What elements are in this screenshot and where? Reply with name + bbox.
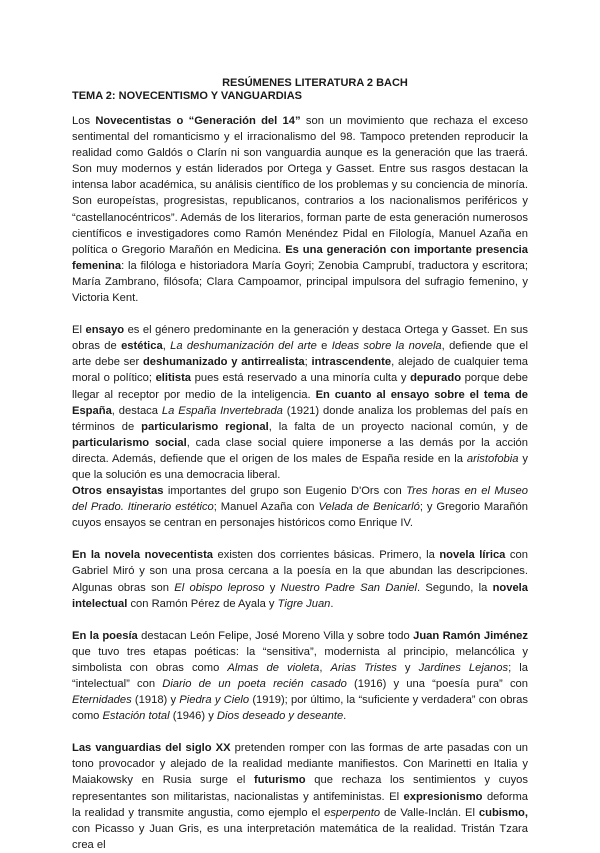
text-run: pues está reservado a una minoría culta y	[191, 372, 411, 385]
bold-text: deshumanizado y antirrealista	[142, 356, 305, 369]
italic-text: esperpento	[324, 806, 381, 819]
italic-text: Arias Tristes	[330, 661, 397, 674]
text-run: con Gabriel Miró y son una prosa cercana a la poesía en la que abundan las descripciones. Algunas obras son	[72, 549, 528, 594]
text-run: deforma la realidad y transmite angustia, como ejemplo el	[72, 790, 528, 819]
text-run: , la falta de un proyecto nacional común, y de	[268, 420, 529, 433]
bold-text: estética	[121, 340, 163, 353]
bold-text: En cuanto al ensayo sobre el tema de España	[72, 388, 529, 417]
italic-text: Diario de un poeta recién casado	[162, 678, 347, 690]
italic-text: Eternidades	[72, 694, 132, 707]
text-run: El	[72, 324, 86, 337]
text-run: (1919); por último, la “suficiente y verdadera” con obras como	[72, 694, 528, 723]
text-run: ,	[162, 340, 171, 353]
text-run: destacan León Felipe, José Moreno Villa y sobre todo	[137, 629, 414, 642]
bold-text: novela lírica	[439, 549, 506, 562]
bold-text: Es una generación con importante presencia femenina	[72, 243, 528, 272]
text-run: .	[330, 597, 334, 610]
italic-text: Estación total	[102, 710, 170, 723]
text-run: y	[396, 661, 419, 674]
italic-text: Almas de violeta	[227, 661, 320, 674]
bold-text: novela intelectual	[72, 581, 529, 610]
italic-text: Nuestro Padre San Daniel	[280, 581, 418, 594]
italic-text: Tres horas en el Museo del Prado. Itinerario estético	[72, 485, 528, 514]
text-run: (1921) donde analiza los problemas del país en términos de	[72, 404, 529, 433]
paragraph	[72, 628, 528, 725]
text-run: que rechaza los sentimientos y cuyos representantes son militaristas, nacionalistas y antifeministas. El	[72, 774, 528, 803]
text-run: con Ramón Pérez de Ayala y	[127, 597, 278, 610]
document-title: RESÚMENES LITERATURA 2 BACH	[222, 77, 408, 89]
text-run: es el género predominante en la generación y destaca Ortega y Gasset. En sus obras de	[72, 324, 528, 353]
document-subtitle: TEMA 2: NOVECENTISMO Y VANGUARDIAS	[72, 90, 303, 102]
text-run: , cada clase social quiere imponerse a las demás por la acción directa. Además, defiende que el origen de los males de España reside en la	[72, 436, 528, 465]
text-run: son un movimiento que rechaza el exceso sentimental del romanticismo y el irracionalismo del 98. Tampoco pretenden reproducir la realidad como Galdós o Clarín ni son vanguardia aunque es la generación que las traerá. Son muy modernos y están liderados por Ortega y Gasset. Entre sus rasgos destacan la intensa labor académica, su análisis científico de los problemas y su conciencia de minoría. Son europeístas, progresistas, republicanos, contrarios a los nacionalismos periféricos y “castellanocéntricos”. Además de los literarios, forman parte de esta generación numerosos científicos e investigadores como Ramón Menéndez Pidal en Filología, Manuel Azaña en política o Gregorio Marañón en Medicina.	[72, 115, 528, 256]
bold-text: Novecentistas o “Generación del 14”	[95, 115, 301, 127]
bold-text: En la poesía	[72, 629, 138, 642]
text-run: ,	[319, 661, 331, 674]
text-run: (1916) y una “poesía pura” con	[346, 678, 528, 690]
text-run: y	[264, 581, 281, 594]
text-run: ; Manuel Azaña con	[213, 501, 319, 514]
italic-text: Velada de Benicarló	[318, 501, 420, 514]
text-run: .	[343, 710, 347, 723]
bold-text: ensayo	[85, 324, 125, 337]
text-run: ; y Gregorio Marañón cuyos ensayos se centran en personajes históricos como Enrique IV.	[72, 501, 528, 530]
bold-text: Juan Ramón Jiménez	[413, 629, 529, 642]
paragraph	[72, 483, 528, 531]
text-run: importantes del grupo son Eugenio D'Ors con	[163, 485, 407, 498]
text-run: porque debe llegar al receptor por medio de la inteligencia.	[72, 372, 528, 401]
text-run: (1918) y	[131, 694, 180, 707]
bold-text: intrascendente	[311, 356, 392, 369]
text-run: que tuvo tres etapas poéticas: la “sensitiva”, modernista al principio, melancólica y simbolista con obras como	[72, 645, 528, 674]
document-body	[72, 113, 528, 853]
text-run: existen dos corrientes básicas. Primero, la	[213, 549, 440, 562]
paragraph	[72, 322, 528, 483]
text-run: con Picasso y Juan Gris, es una interpretación matemática de la realidad. Tristán Tzara crea el	[72, 822, 528, 851]
text-run: , destaca	[111, 404, 162, 417]
text-run: , alejado de cualquier tema moral o político;	[72, 356, 528, 385]
bold-text: expresionismo	[403, 790, 483, 803]
text-run: de Valle-Inclán. El	[380, 806, 479, 819]
bold-text: En la novela novecentista	[72, 549, 214, 562]
text-run: ; la “intelectual” con	[72, 661, 528, 690]
paragraph	[72, 740, 528, 853]
bold-text: particularismo social	[72, 436, 187, 449]
text-run: , defiende que el arte debe ser	[72, 340, 529, 369]
italic-text: Tigre Juan	[277, 597, 331, 610]
bold-text: particularismo regional	[141, 420, 269, 433]
italic-text: Dios deseado y deseante	[216, 710, 344, 723]
italic-text: La deshumanización del arte	[170, 340, 317, 353]
paragraph	[72, 113, 528, 306]
italic-text: La España Invertebrada	[161, 404, 283, 417]
italic-text: Jardines Lejanos	[418, 661, 509, 674]
italic-text: Piedra y Cielo	[179, 694, 250, 707]
bold-text: elitista	[155, 372, 192, 385]
bold-text: depurado	[410, 372, 462, 385]
text-run: e	[316, 340, 332, 353]
text-run: y que la solución es una democracia liberal.	[72, 452, 528, 481]
italic-text: aristofobia	[466, 452, 519, 465]
italic-text: Ideas sobre la novela	[331, 340, 442, 353]
text-run: . Segundo, la	[417, 581, 493, 594]
text-run: Los	[72, 115, 96, 127]
bold-text: Las vanguardias del siglo XX	[72, 742, 231, 755]
bold-text: cubismo,	[478, 806, 528, 819]
text-run: (1946) y	[169, 710, 217, 723]
paragraph	[72, 547, 528, 611]
bold-text: futurismo	[254, 774, 306, 787]
text-run: pretenden romper con las formas de arte pasadas con un tono provocador y alejado de la realidad mediante manifiestos. Con Marinetti en Italia y Maiakowsky en Rusia surge el	[72, 742, 529, 787]
text-run: : la filóloga e historiadora María Goyri; Zenobia Camprubí, traductora y escritora; María Zambrano, filósofa; Clara Campoamor, principal impulsora del sufragio femenino, y Victoria Kent.	[72, 259, 528, 305]
italic-text: El obispo leproso	[174, 581, 265, 594]
text-run: ;	[304, 356, 312, 369]
bold-text: Otros ensayistas	[72, 485, 164, 498]
